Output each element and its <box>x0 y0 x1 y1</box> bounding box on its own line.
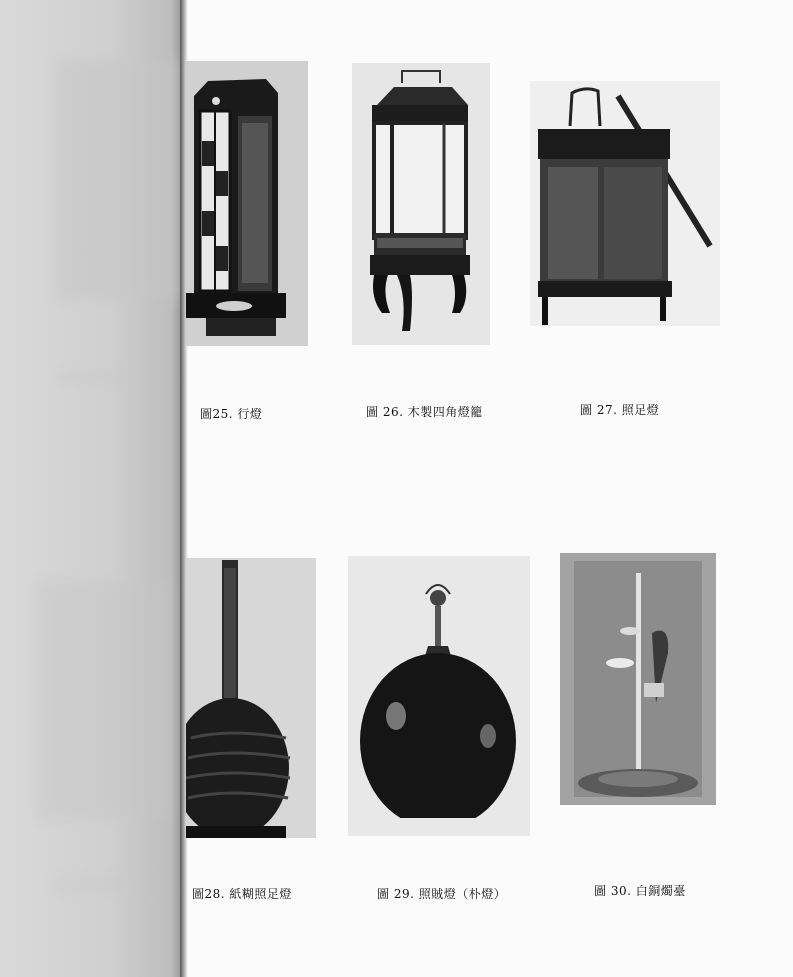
figure-25-photo <box>186 61 308 346</box>
figure-26-caption: 圖 26. 木製四角燈籠 <box>366 405 483 419</box>
facing-page-ghost-caption <box>60 372 130 382</box>
figure-29-photo <box>348 556 530 836</box>
facing-page-ghost-image <box>58 60 178 300</box>
facing-page-ghost-caption <box>55 880 145 890</box>
figure-30-caption: 圖 30. 白銅燭臺 <box>594 884 686 898</box>
figure-27-caption: 圖 27. 照足燈 <box>580 403 660 417</box>
figure-29-caption: 圖 29. 照賊燈（朴燈） <box>377 887 507 901</box>
figure-26-photo <box>352 63 490 345</box>
figure-28-photo <box>186 558 316 838</box>
figure-28-caption: 圖28. 紙糊照足燈 <box>192 887 292 901</box>
facing-page <box>0 0 186 977</box>
figure-27-photo <box>530 81 720 326</box>
figure-25-caption: 圖25. 行燈 <box>200 407 263 421</box>
figure-30-photo <box>560 553 716 805</box>
facing-page-ghost-image <box>38 580 168 820</box>
